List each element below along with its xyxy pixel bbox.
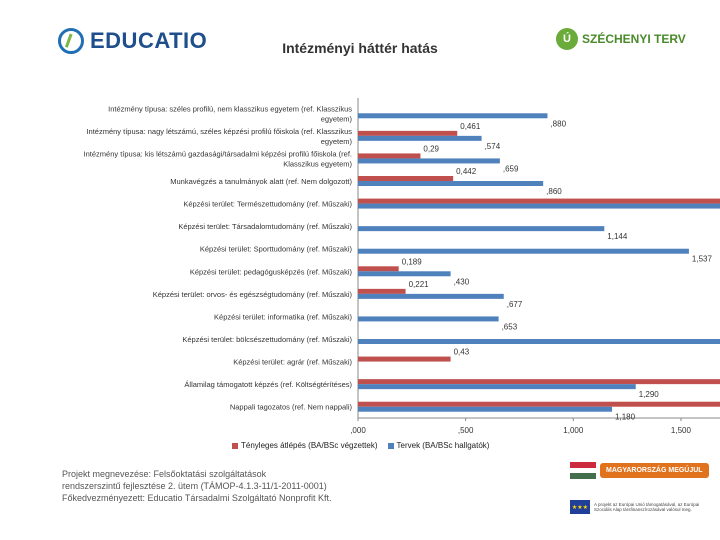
magyarorszag-megujul-badge <box>570 462 709 479</box>
data-label-series2: ,653 <box>501 322 518 332</box>
category-label: Képzési terület: bölcsészettudomány (ref. Műszaki) <box>182 335 352 344</box>
chart-legend <box>232 441 489 450</box>
bar-series2 <box>358 294 504 299</box>
badge-text: MAGYARORSZÁG MEGÚJUL <box>600 463 709 478</box>
legend-swatch-series2 <box>388 443 394 449</box>
bar-series2 <box>358 113 547 118</box>
data-label-series2: ,860 <box>546 187 562 196</box>
x-tick-label: ,000 <box>350 426 366 435</box>
x-tick-label: 1,000 <box>563 426 584 435</box>
bar-series2 <box>358 339 720 344</box>
category-label: Képzési terület: agrár (ref. Műszaki) <box>233 357 352 367</box>
category-label: Képzési terület: Természettudomány (ref. Műszaki) <box>183 199 352 209</box>
bar-series1 <box>358 402 720 407</box>
bar-series1 <box>358 379 720 384</box>
bar-series1 <box>358 176 453 181</box>
bar-series2 <box>358 204 720 209</box>
bar-series1 <box>358 357 451 362</box>
data-label-series2: ,659 <box>502 164 519 174</box>
bar-series2 <box>358 181 543 186</box>
bar-series2 <box>358 136 482 141</box>
bar-series1 <box>358 266 399 271</box>
category-label: Képzési terület: Társadalomtudomány (ref. Műszaki) <box>178 222 352 232</box>
szechenyi-logo-icon: Ú <box>556 28 578 50</box>
bar-series2 <box>358 271 451 276</box>
page-title: Intézményi háttér hatás <box>282 40 438 56</box>
x-tick-label: 1,500 <box>670 426 691 435</box>
category-label: Intézmény típusa: kis létszámú gazdasági/társadalmi képzési profilú főiskola (ref. <box>83 149 352 159</box>
category-label: Képzési terület: Sporttudomány (ref. Műszaki) <box>199 244 352 254</box>
data-label-series1: 0,189 <box>401 257 422 267</box>
szechenyi-logo-text: SZÉCHENYI TERV <box>582 32 686 46</box>
bar-series1 <box>358 199 720 204</box>
bar-series1 <box>358 289 406 294</box>
bar-series2 <box>358 384 636 389</box>
data-label-series2: ,880 <box>550 119 567 129</box>
category-label: egyetem) <box>320 114 352 124</box>
category-label: Képzési terület: informatika (ref. Műszaki) <box>214 312 352 322</box>
bar-series1 <box>358 153 420 158</box>
category-label: Képzési terület: pedagógusképzés (ref. Műszaki) <box>189 267 352 277</box>
category-label: Klasszikus egyetem) <box>283 159 352 169</box>
data-label-series1: 0,29 <box>423 144 440 154</box>
legend-swatch-series1 <box>232 443 238 449</box>
footer-line-1: Projekt megnevezése: Felsőoktatási szolgáltatások <box>62 469 267 479</box>
legend-label-series2: Tervek (BA/BSc hallgatók) <box>396 441 490 450</box>
data-label-series2: ,677 <box>506 299 523 309</box>
x-tick-label: ,500 <box>457 426 474 435</box>
data-label-series2: 1,537 <box>691 254 712 264</box>
data-label-series1: 0,43 <box>453 347 470 357</box>
category-label: egyetem) <box>320 136 352 146</box>
category-label: Képzési terület: orvos- és egészségtudomány (ref. Műszaki) <box>152 289 352 299</box>
category-label: Intézmény típusa: széles profilú, nem klasszikus egyetem (ref. Klasszikus <box>108 104 352 114</box>
data-label-series2: ,574 <box>484 141 501 151</box>
data-label-series1: 0,461 <box>460 121 481 131</box>
eu-support-text: A projekt az Európai Unió támogatásával, az Európai Szociális Alap társfinanszírozásával valósul meg. <box>594 501 700 512</box>
project-footer <box>62 468 331 504</box>
data-label-series2: ,430 <box>453 277 470 287</box>
data-label-series1: 0,442 <box>456 167 477 176</box>
category-label: Intézmény típusa: nagy létszámú, széles képzési profilú főiskola (ref. Klasszikus <box>86 126 352 136</box>
legend-item-series2 <box>388 441 490 450</box>
educatio-logo-text: EDUCATIO <box>90 28 208 53</box>
category-label: Munkavégzés a tanulmányok alatt (ref. Nem dolgozott) <box>170 177 352 186</box>
category-label: Nappali tagozatos (ref. Nem nappali) <box>229 402 352 412</box>
eu-flag-icon: ★★★ <box>570 500 590 514</box>
footer-line-2: rendszerszintű fejlesztése 2. ütem (TÁMOP-4.1.3-11/1-2011-0001) <box>62 481 327 491</box>
bar-series2 <box>358 316 499 321</box>
legend-item-series1 <box>232 441 378 450</box>
bar-series2 <box>358 226 604 231</box>
bar-series2 <box>358 249 689 254</box>
footer-line-3: Főkedvezményezett: Educatio Társadalmi Szolgáltató Nonprofit Kft. <box>62 493 332 503</box>
data-label-series2: 1,144 <box>607 232 628 242</box>
data-label-series1: 0,221 <box>408 279 429 289</box>
data-label-series2: 1,290 <box>638 390 659 400</box>
hungary-flag-icon <box>570 462 596 479</box>
bar-series2 <box>358 158 500 163</box>
bar-series1 <box>358 131 457 136</box>
data-label-series2: 1,180 <box>615 412 636 422</box>
bar-series2 <box>358 407 612 412</box>
legend-label-series1: Tényleges átlépés (BA/BSc végzettek) <box>241 441 378 450</box>
eu-support-logo <box>570 500 704 514</box>
category-label: Államilag támogatott képzés (ref. Költségtérítéses) <box>184 380 352 390</box>
